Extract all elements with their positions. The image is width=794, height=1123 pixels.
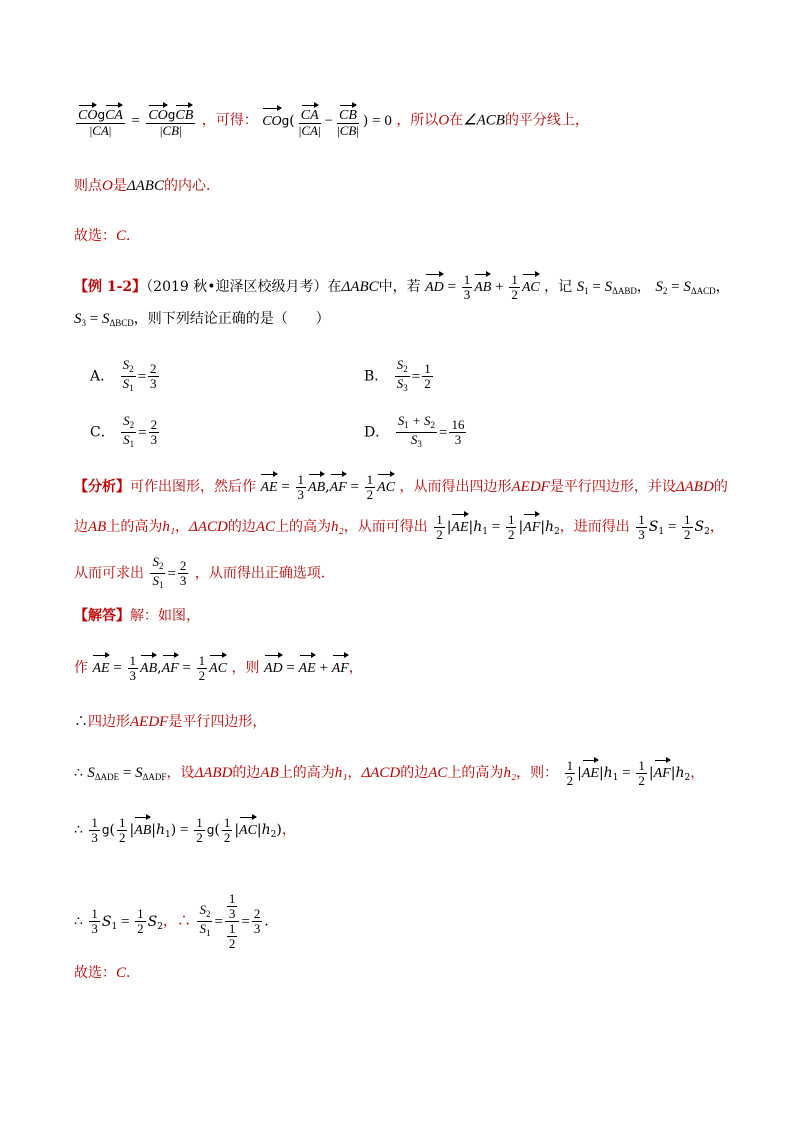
example-label: 【例 1-2】 bbox=[74, 279, 147, 295]
therefore-symbol: ∴ bbox=[74, 822, 83, 838]
h1: h₁ bbox=[334, 765, 348, 781]
triangle-abd: ΔABD bbox=[194, 765, 233, 781]
text: 从而可求出 bbox=[74, 565, 144, 582]
height-relation: $\frac{1}{2}$ $|AE|h_1$ = $\frac{1}{2}$ $|AF|h_2$ bbox=[566, 757, 691, 788]
text: ，从而得出四边形 bbox=[399, 479, 512, 495]
text: ． bbox=[264, 913, 279, 930]
text: ， bbox=[281, 822, 296, 838]
text: 的内心． bbox=[163, 178, 220, 194]
ratio-formula: $\frac{S_2}{S_1}$ = $\frac{2}{3}$ bbox=[152, 554, 187, 590]
line-1 bbox=[74, 103, 589, 138]
option-expression: $\frac{S_1 + S_2}{S_3}$ = $\frac{16}{3}$ bbox=[397, 413, 465, 449]
text: 则点 bbox=[74, 178, 102, 194]
option-expression: $\frac{S_2}{S_1}$ = $\frac{2}{3}$ bbox=[123, 413, 158, 449]
text: 上的高为 bbox=[447, 765, 504, 781]
angle-acb: ∠ACB bbox=[463, 112, 505, 129]
solution-final bbox=[74, 963, 140, 983]
text: 上的高为 bbox=[275, 519, 332, 535]
text: ， bbox=[347, 765, 362, 781]
h1: h₁ bbox=[162, 519, 176, 535]
text: ， bbox=[348, 660, 363, 676]
solution-line-3 bbox=[74, 712, 266, 732]
equal-projection-formula: $\frac{\text{COgCA}}{|CA|}$ = $\frac{\text{COgCB}}{|CB|}$ bbox=[74, 113, 202, 129]
therefore-symbol: ∴ bbox=[74, 913, 83, 930]
side-ac: AC bbox=[428, 765, 448, 781]
line-2 bbox=[74, 176, 220, 196]
option-d[interactable] bbox=[364, 414, 468, 451]
triangle-abc: ΔABC bbox=[126, 178, 164, 194]
text: 上的高为 bbox=[106, 519, 163, 535]
text: ， bbox=[715, 279, 730, 295]
text: ， bbox=[175, 519, 190, 535]
option-b[interactable] bbox=[364, 358, 435, 395]
text: 作 bbox=[74, 660, 88, 676]
analysis-label: 【分析】 bbox=[74, 479, 130, 495]
difference-formula: COg( $\frac{CA}{|CA|}$ − $\frac{CB}{|CB|}$ ) = 0 bbox=[262, 113, 396, 129]
height-relation: $\frac{1}{2}$ $|AE|h_1$ = $\frac{1}{2}$ $|AF|h_2$ bbox=[436, 511, 560, 542]
option-a[interactable] bbox=[90, 358, 161, 395]
text: 的边 bbox=[232, 765, 261, 781]
text: 的边 bbox=[400, 765, 429, 781]
side-ab: AB bbox=[260, 765, 279, 781]
solution-line-5 bbox=[74, 815, 296, 845]
quad-aedf: AEDF bbox=[130, 714, 169, 730]
text: ， bbox=[690, 765, 705, 781]
therefore-symbol: ∴ bbox=[74, 765, 83, 781]
text: ，记 bbox=[544, 279, 573, 295]
ad-sum-formula: AD = AE + AF bbox=[264, 660, 349, 676]
ae-af-formula: AE = $\frac{1}{3}$ AB,AF = $\frac{1}{2}$ AC bbox=[260, 471, 396, 502]
text: ，则 bbox=[231, 660, 260, 676]
option-label: C． bbox=[90, 424, 115, 441]
text: 是平行四边形，并设 bbox=[549, 479, 676, 495]
point-o: O bbox=[438, 112, 450, 129]
text: 是 bbox=[112, 178, 127, 194]
condition-formula: AD = $\frac{1}{3}$ AB + $\frac{1}{2}$ AC bbox=[425, 271, 540, 302]
text: ，则： bbox=[516, 765, 559, 781]
text: ，∴ bbox=[163, 913, 191, 930]
triangle-acd: ΔACD bbox=[189, 519, 228, 535]
area-relation: $\frac{1}{3}$ $S_1$ = $\frac{1}{2}$ $S_2$ bbox=[638, 511, 710, 542]
text: 四边形 bbox=[88, 714, 130, 730]
triangle-abd: ΔABD bbox=[675, 479, 714, 495]
option-label: B． bbox=[364, 368, 389, 385]
s3-definition: $S_3 = S_{\Delta BCD}$ bbox=[74, 311, 134, 328]
text: ． bbox=[126, 228, 141, 244]
question-text: ，则下列结论正确的是（ ） bbox=[133, 311, 330, 327]
text: 解：如图， bbox=[130, 608, 200, 624]
s1-definition: $S_1 = S_{\Delta ABD}$ bbox=[576, 279, 637, 296]
example-header bbox=[74, 272, 730, 302]
solution-line-4 bbox=[74, 758, 704, 788]
equal-area: $S_{\Delta ADE} = S_{\Delta ADF}$ bbox=[87, 765, 167, 782]
text: 上的高为 bbox=[278, 765, 335, 781]
text: 的边 bbox=[227, 519, 256, 535]
example-line-2 bbox=[74, 309, 330, 333]
point-o: O bbox=[102, 178, 113, 194]
text: ， bbox=[636, 279, 651, 295]
text: ． bbox=[126, 965, 141, 981]
text: 的平分线上， bbox=[504, 112, 589, 129]
option-label: A． bbox=[90, 368, 115, 385]
text: ，可得： bbox=[201, 112, 258, 129]
quad-aedf: AEDF bbox=[511, 479, 550, 495]
solution-line-2 bbox=[74, 653, 363, 683]
h2: h₂ bbox=[331, 519, 344, 535]
final-ratio: $\frac{S_2}{S_1}$ = $\frac{\frac{1}{3}}{\frac{1}{2}}$ = $\frac{2}{3}$ bbox=[199, 891, 261, 951]
area-expansion: $\frac{1}{3}$ g( $\frac{1}{2}$ $|AB|h_1$) = $\frac{1}{2}$ g( $\frac{1}{2}$ $|AC|h_2$) bbox=[91, 814, 282, 845]
text: ，所以 bbox=[396, 112, 439, 129]
analysis-line-3 bbox=[74, 555, 335, 592]
solution-line-6 bbox=[74, 892, 278, 951]
text: 边 bbox=[74, 519, 88, 535]
line-3 bbox=[74, 226, 140, 246]
side-ac: AC bbox=[255, 519, 276, 535]
therefore-symbol: ∴ bbox=[74, 714, 88, 730]
text: ，从而可得出 bbox=[343, 519, 428, 535]
option-label: D． bbox=[364, 424, 390, 441]
text: ，设 bbox=[166, 765, 195, 781]
option-c[interactable] bbox=[90, 414, 161, 451]
answer: C bbox=[116, 965, 127, 981]
triangle-acd: ΔACD bbox=[361, 765, 401, 781]
area-relation: $\frac{1}{3}$ $S_1$ = $\frac{1}{2}$ $S_2$ bbox=[91, 906, 163, 936]
solution-label: 【解答】 bbox=[74, 608, 130, 624]
text: ， bbox=[709, 519, 724, 535]
analysis-line-2 bbox=[74, 512, 724, 542]
text: 故选： bbox=[74, 965, 116, 981]
text: 可作出图形，然后作 bbox=[130, 479, 256, 495]
solution-line-1 bbox=[74, 606, 200, 626]
text: 在 bbox=[449, 112, 464, 129]
option-expression: $\frac{S_2}{S_3}$ = $\frac{1}{2}$ bbox=[396, 357, 431, 393]
answer: C bbox=[116, 228, 127, 244]
h2: h₂ bbox=[503, 765, 517, 781]
text: ，从而得出正确选项． bbox=[194, 565, 335, 582]
analysis-line-1 bbox=[74, 472, 728, 502]
ae-af-formula: AE = $\frac{1}{3}$ AB,AF = $\frac{1}{2}$ AC bbox=[92, 652, 228, 683]
text: 是平行四边形， bbox=[168, 714, 267, 730]
text: 中，若 bbox=[378, 279, 421, 295]
side-ab: AB bbox=[88, 519, 107, 535]
text: ，进而得出 bbox=[559, 519, 630, 535]
triangle-abc: ΔABC bbox=[341, 279, 379, 295]
example-source: （2019 秋•迎泽区校级月考）在 bbox=[146, 279, 342, 295]
text: 故选： bbox=[74, 228, 116, 244]
text: 的 bbox=[713, 479, 728, 495]
option-expression: $\frac{S_2}{S_1}$ = $\frac{2}{3}$ bbox=[122, 357, 157, 393]
s2-definition: $S_2 = S_{\Delta ACD}$ bbox=[655, 279, 716, 296]
